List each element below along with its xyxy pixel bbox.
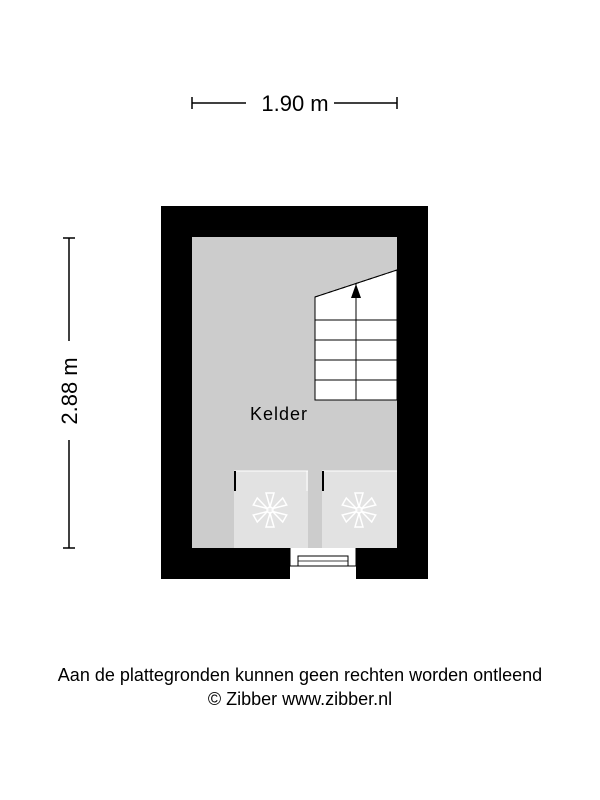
- width-dimension: [192, 91, 397, 116]
- fan-unit-right: [322, 471, 397, 548]
- credit-text: © Zibber www.zibber.nl: [207, 689, 393, 709]
- fan-unit-left: [234, 471, 308, 548]
- width-label: 1.90 m: [261, 91, 329, 116]
- room-label-kelder: Kelder: [249, 404, 309, 424]
- height-dimension: [57, 238, 82, 548]
- window: [290, 548, 356, 579]
- disclaimer-text: Aan de plattegronden kunnen geen rechten worden ontleend: [57, 665, 543, 685]
- height-label: 2.88 m: [57, 357, 82, 425]
